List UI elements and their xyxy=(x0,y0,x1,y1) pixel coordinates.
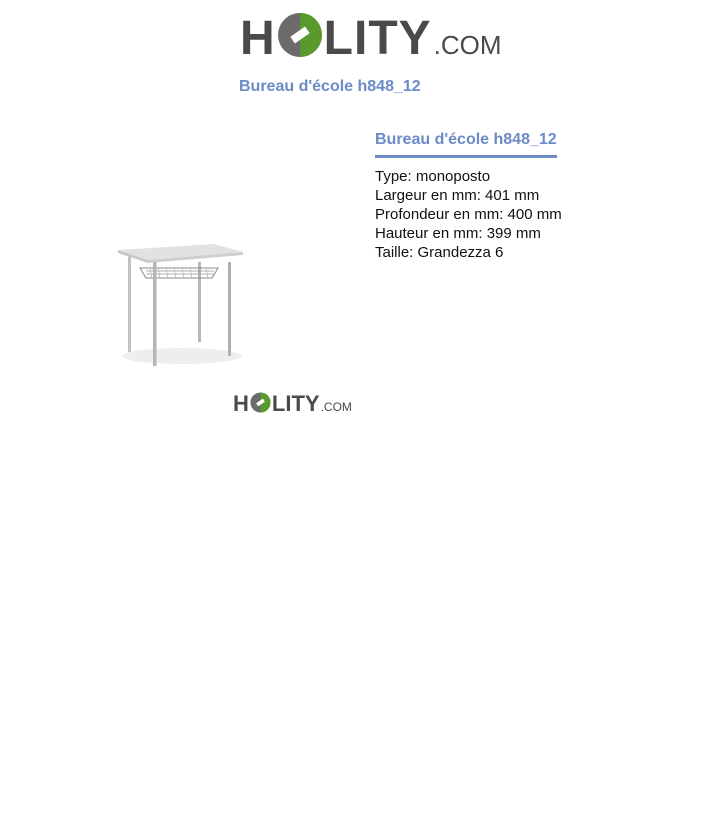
watermark-o-mark-icon xyxy=(250,392,271,413)
logo-letters-lity: LITY xyxy=(323,12,432,65)
logo-o-mark-icon xyxy=(277,12,323,58)
watermark-letter-h: H xyxy=(233,391,249,416)
page-title: Bureau d'école h848_12 xyxy=(239,78,421,95)
spec-size: Taille: Grandezza 6 xyxy=(375,244,504,261)
product-details xyxy=(375,131,675,262)
school-desk-illustration xyxy=(110,238,250,373)
watermark-domain: .COM xyxy=(320,400,352,414)
spec-depth: Profondeur en mm: 400 mm xyxy=(375,206,562,223)
spec-width: Largeur en mm: 401 mm xyxy=(375,187,540,204)
spec-type: Type: monoposto xyxy=(375,168,491,185)
holity-watermark-logo xyxy=(233,390,352,418)
product-title: Bureau d'école h848_12 xyxy=(375,131,557,158)
watermark-letters-lity: LITY xyxy=(271,391,320,416)
spec-height: Hauteur en mm: 399 mm xyxy=(375,225,541,242)
product-image xyxy=(110,238,250,373)
logo-domain: .COM xyxy=(433,30,502,60)
holity-logo[interactable] xyxy=(240,8,502,70)
spec-list xyxy=(375,167,675,262)
logo-letter-h: H xyxy=(240,12,276,65)
